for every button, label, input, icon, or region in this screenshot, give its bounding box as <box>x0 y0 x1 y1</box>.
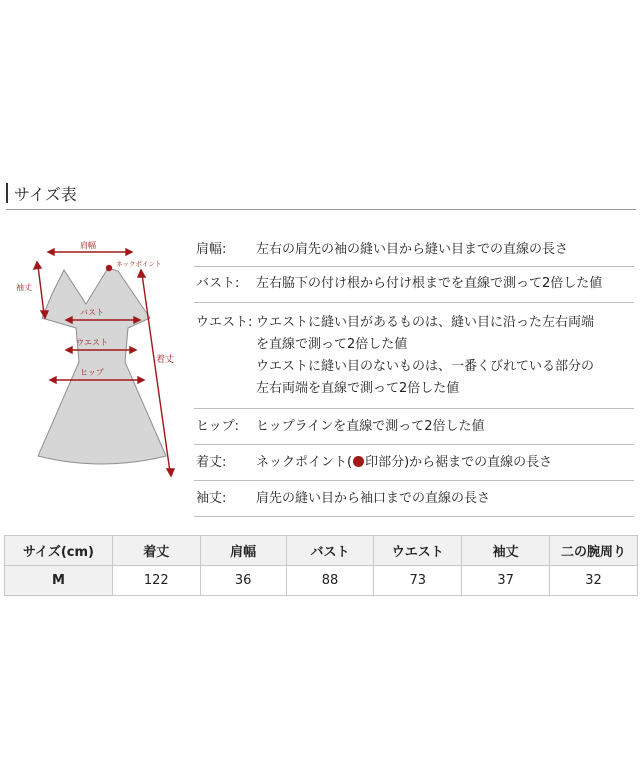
hip-label: ヒップ <box>80 368 104 377</box>
def-label: バスト: <box>196 276 240 291</box>
col-header-upper-arm: 二の腕周り <box>550 536 638 566</box>
def-text: 左右両端を直線で測って2倍した値 <box>256 381 460 396</box>
def-text: 左右の肩先の袖の縫い目から縫い目までの直線の長さ <box>256 242 569 257</box>
cell-length: 122 <box>112 566 200 596</box>
neck-point-label: ネックポイント <box>116 260 162 268</box>
section-title <box>6 181 77 205</box>
def-text: 左右脇下の付け根から付け根までを直線で測って2倍した値 <box>256 276 603 291</box>
table-header-row <box>5 536 638 566</box>
col-header-length: 着丈 <box>112 536 200 566</box>
dress-diagram <box>4 232 190 487</box>
col-header-sleeve: 袖丈 <box>462 536 550 566</box>
cell-size: M <box>5 566 113 596</box>
def-label: 袖丈: <box>196 491 227 506</box>
table-row <box>5 566 638 596</box>
col-header-bust: バスト <box>286 536 374 566</box>
def-text-before: ネックポイント( <box>256 455 353 470</box>
neck-point-marker <box>106 265 112 271</box>
dress-silhouette <box>38 268 166 464</box>
def-row-waist <box>194 303 634 409</box>
section-title-text: サイズ表 <box>14 184 77 204</box>
def-row-hip <box>194 409 634 445</box>
def-row-bust <box>194 267 634 303</box>
cell-waist: 73 <box>374 566 462 596</box>
def-text-length <box>256 452 552 474</box>
sleeve-label: 袖丈 <box>16 283 32 292</box>
title-accent-bar <box>6 183 8 203</box>
cell-upper-arm: 32 <box>550 566 638 596</box>
size-table <box>4 535 638 596</box>
def-text: ウエストに縫い目のないものは、一番くびれている部分の <box>256 359 595 374</box>
col-header-waist: ウエスト <box>374 536 462 566</box>
def-row-sleeve <box>194 481 634 517</box>
col-header-shoulder: 肩幅 <box>200 536 286 566</box>
def-text: 肩先の縫い目から袖口までの直線の長さ <box>256 491 491 506</box>
def-text: ヒップラインを直線で測って2倍した値 <box>256 419 485 434</box>
def-label: ヒップ: <box>196 419 239 434</box>
cell-bust: 88 <box>286 566 374 596</box>
def-label: 着丈: <box>196 455 227 470</box>
def-label: ウエスト: <box>196 315 253 330</box>
measurement-definitions <box>194 232 634 517</box>
sleeve-arrow <box>38 266 44 314</box>
title-divider <box>6 209 636 210</box>
red-dot-icon <box>353 456 364 467</box>
def-row-length <box>194 445 634 481</box>
def-text: ウエストに縫い目があるものは、縫い目に沿った左右両端 <box>256 315 595 330</box>
shoulder-label: 肩幅 <box>80 241 96 250</box>
def-text-after: 印部分)から裾までの直線の長さ <box>365 455 553 470</box>
bust-label: バスト <box>80 308 104 317</box>
waist-label: ウエスト <box>76 338 108 347</box>
def-row-shoulder <box>194 232 634 267</box>
length-label: 着丈 <box>156 355 175 365</box>
cell-sleeve: 37 <box>462 566 550 596</box>
def-label: 肩幅: <box>196 242 227 257</box>
cell-shoulder: 36 <box>200 566 286 596</box>
def-text: を直線で測って2倍した値 <box>256 337 408 352</box>
col-header-size: サイズ(cm) <box>5 536 113 566</box>
